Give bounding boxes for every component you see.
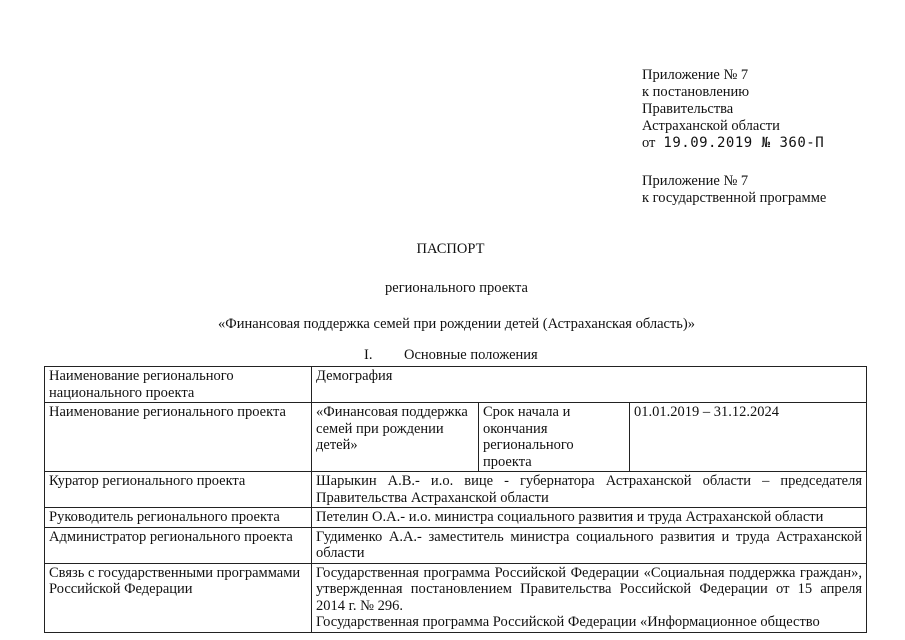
appendix-date-line xyxy=(642,135,824,152)
program-link: Государственная программа Российской Федерации «Социальная поддержка граждан», утвержденная постановлением Правительства Российской Федерации от 15 апреля 2014 г. № 296. xyxy=(316,564,862,614)
passport-table xyxy=(44,366,867,633)
document-title: ПАСПОРТ xyxy=(416,241,485,257)
program-link: Государственная программа Российской Федерации «Информационное общество xyxy=(316,614,820,630)
appendix-line: Правительства xyxy=(642,101,734,117)
row-label: Куратор регионального проекта xyxy=(45,472,312,508)
appendix-line: к постановлению xyxy=(642,84,750,100)
appendix-line: Астраханской области xyxy=(642,118,780,134)
row-label: Наименование регионального проекта xyxy=(45,403,312,472)
date-value: 19.09.2019 № 360-П xyxy=(663,135,825,151)
row-value: Петелин О.А.- и.о. министра социального развития и труда Астраханской области xyxy=(312,508,867,528)
row-label: Связь с государственными программами Российской Федерации xyxy=(45,563,312,632)
table-row xyxy=(45,403,867,472)
appendix-number: Приложение № 7 xyxy=(642,67,749,83)
date-prefix: от xyxy=(642,135,656,151)
term-label: Срок начала и окончания регионального проекта xyxy=(479,403,630,472)
section-number: I. xyxy=(364,347,373,363)
appendix-number: Приложение № 7 xyxy=(642,173,749,189)
table-row xyxy=(45,472,867,508)
project-name: «Финансовая поддержка семей при рождении детей (Астраханская область)» xyxy=(218,316,695,332)
term-value: 01.01.2019 – 31.12.2024 xyxy=(630,403,867,472)
row-value-cell xyxy=(312,563,867,632)
row-label: Руководитель регионального проекта xyxy=(45,508,312,528)
row-value: Гудименко А.А.- заместитель министра социального развития и труда Астраханской области xyxy=(312,527,867,563)
row-value: «Финансовая поддержка семей при рождении детей» xyxy=(312,403,479,472)
row-label: Наименование регионального национального проекта xyxy=(45,367,312,403)
table-row xyxy=(45,367,867,403)
row-value: Шарыкин А.В.- и.о. вице - губернатора Астраханской области – председателя Правительства Астраханской области xyxy=(312,472,867,508)
section-title: Основные положения xyxy=(404,347,538,363)
appendix-header-program xyxy=(642,173,826,207)
document-subtitle: регионального проекта xyxy=(385,280,528,296)
table-row xyxy=(45,527,867,563)
row-value: Демография xyxy=(312,367,867,403)
table-row xyxy=(45,508,867,528)
appendix-line: к государственной программе xyxy=(642,190,827,206)
appendix-header-resolution xyxy=(642,67,824,152)
row-label: Администратор регионального проекта xyxy=(45,527,312,563)
table-row xyxy=(45,563,867,632)
